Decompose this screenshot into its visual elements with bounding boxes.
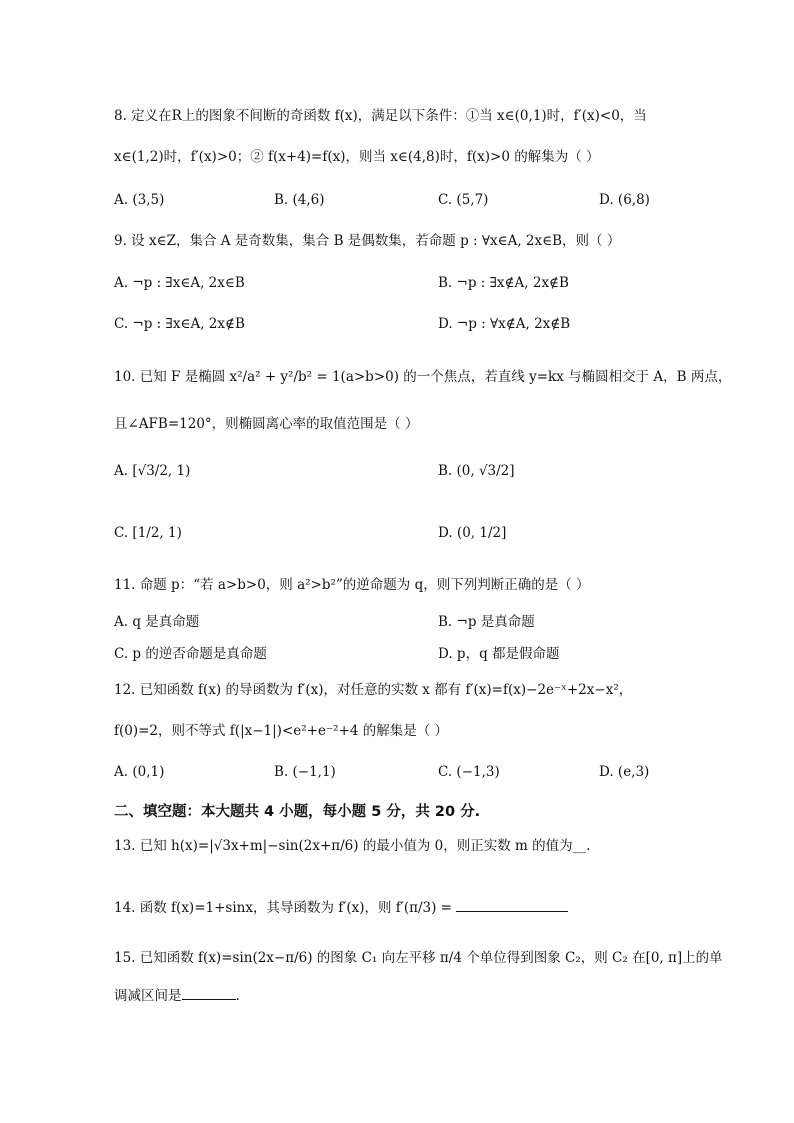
q10-line-2: 且∠AFB=120°，则椭圆离心率的取值范围是（ ） — [114, 416, 419, 432]
q8-option-b: B. (4,6) — [274, 192, 325, 208]
q10-option-a: A. [√3/2, 1) — [114, 463, 191, 479]
q15-answer-blank — [182, 985, 236, 1000]
q14-text: 14. 函数 f(x)=1+sinx，其导函数为 f′(x)，则 f′(π/3) = — [114, 900, 457, 916]
q12-line-2: f(0)=2，则不等式 f(|x−1|)<e²+e⁻²+4 的解集是（ ） — [114, 723, 448, 739]
q9-line-1: 9. 设 x∈Z，集合 A 是奇数集，集合 B 是偶数集，若命题 p : ∀x∈A, 2x∈B，则（ ） — [114, 233, 621, 249]
q14-line — [114, 897, 568, 918]
q14-answer-blank — [456, 897, 568, 912]
q15-line-1: 15. 已知函数 f(x)=sin(2x−π/6) 的图象 C₁ 向左平移 π/4 个单位得到图象 C₂，则 C₂ 在[0, π]上的单 — [114, 950, 723, 966]
q11-option-c: C. p 的逆否命题是真命题 — [114, 646, 267, 662]
q9-option-d: D. ¬p : ∀x∉A, 2x∉B — [438, 316, 571, 332]
q15-line-2: 调减区间是 . — [114, 985, 240, 1006]
q8-option-d: D. (6,8) — [599, 192, 650, 208]
q12-option-b: B. (−1,1) — [274, 764, 336, 780]
q9-option-c: C. ¬p : ∃x∈A, 2x∉B — [114, 316, 245, 332]
q15-text: 调减区间是 — [114, 988, 182, 1004]
q8-option-c: C. (5,7) — [438, 192, 489, 208]
q8-option-a: A. (3,5) — [114, 192, 165, 208]
q12-option-d: D. (e,3) — [599, 764, 650, 780]
q8-line-2: x∈(1,2)时，f′(x)>0；② f(x+4)=f(x)，则当 x∈(4,8)时，f(x)>0 的解集为（ ） — [114, 149, 600, 165]
q12-option-a: A. (0,1) — [114, 764, 165, 780]
section-heading-fill-in: 二、填空题：本大题共 4 小题，每小题 5 分，共 20 分. — [114, 804, 481, 820]
q11-option-a: A. q 是真命题 — [114, 614, 200, 630]
q9-option-a: A. ¬p : ∃x∈A, 2x∈B — [114, 275, 245, 291]
q11-option-d: D. p，q 都是假命题 — [438, 646, 560, 662]
q11-option-b: B. ¬p 是真命题 — [438, 614, 535, 630]
q9-option-b: B. ¬p : ∃x∉A, 2x∉B — [438, 275, 569, 291]
q12-line-1: 12. 已知函数 f(x) 的导函数为 f′(x)，对任意的实数 x 都有 f′(x)=f(x)−2e⁻ˣ+2x−x²， — [114, 682, 633, 698]
q13-line: 13. 已知 h(x)=|√3x+m|−sin(2x+π/6) 的最小值为 0，则正实数 m 的值为__. — [114, 838, 591, 854]
q11-line-1: 11. 命题 p：“若 a>b>0，则 a²>b²”的逆命题为 q，则下列判断正确的是（ ） — [114, 577, 590, 593]
q10-option-b: B. (0, √3/2] — [438, 463, 515, 479]
q8-line-1: 8. 定义在R上的图象不间断的奇函数 f(x)，满足以下条件：①当 x∈(0,1)时，f′(x)<0，当 — [114, 108, 647, 124]
q12-option-c: C. (−1,3) — [438, 764, 500, 780]
q10-option-c: C. [1/2, 1) — [114, 525, 182, 541]
q10-option-d: D. (0, 1/2] — [438, 525, 507, 541]
q10-line-1: 10. 已知 F 是椭圆 x²/a² + y²/b² = 1(a>b>0) 的一个焦点，若直线 y=kx 与椭圆相交于 A，B 两点， — [114, 369, 732, 385]
